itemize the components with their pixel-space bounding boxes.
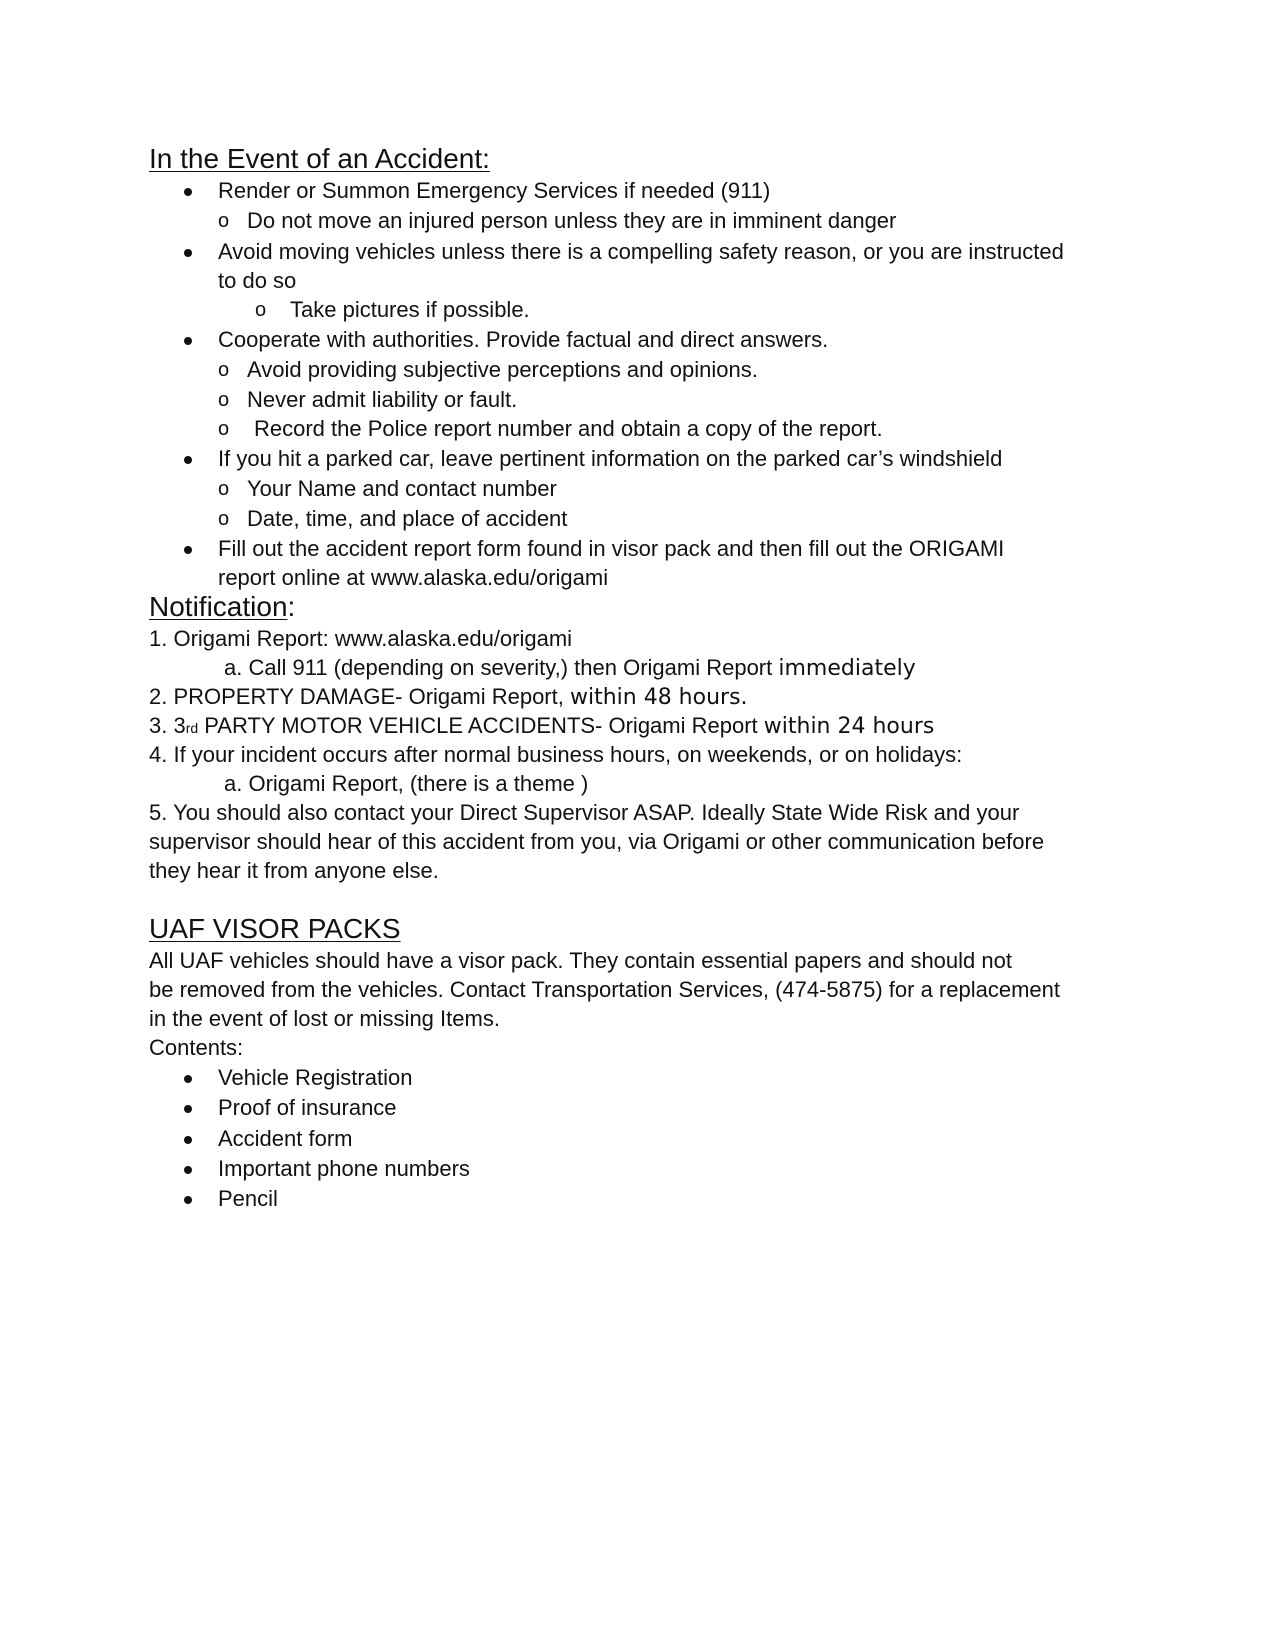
notification-line-1a: a. Call 911 (depending on severity,) then Origami Report immediately: [224, 655, 916, 681]
bullet-icon: [184, 546, 192, 554]
bullet-icon: [184, 249, 192, 257]
bullet-icon: [184, 456, 192, 464]
accident-heading: In the Event of an Accident:: [149, 143, 490, 174]
visor-paragraph: in the event of lost or missing Items.: [149, 1006, 500, 1031]
contents-item: Important phone numbers: [218, 1156, 470, 1181]
contents-item: Proof of insurance: [218, 1095, 397, 1120]
notification-line-4: 4. If your incident occurs after normal business hours, on weekends, or on holidays:: [149, 742, 963, 767]
contents-label: Contents:: [149, 1035, 244, 1060]
visor-paragraph: be removed from the vehicles. Contact Transportation Services, (474-5875) for a replacement: [149, 977, 1061, 1002]
bullet-icon: [184, 1196, 192, 1204]
sub-list-item: Avoid providing subjective perceptions and opinions.: [247, 357, 758, 382]
notification-line-1: 1. Origami Report: www.alaska.edu/origami: [149, 626, 573, 651]
bullet-icon: [184, 337, 192, 345]
notification-line-5-cont: supervisor should hear of this accident from you, via Origami or other communication before: [149, 829, 1045, 854]
list-item: Avoid moving vehicles unless there is a compelling safety reason, or you are instructed: [218, 239, 1064, 264]
list-item-continued: to do so: [218, 268, 297, 293]
visor-paragraph: All UAF vehicles should have a visor pack. They contain essential papers and should not: [149, 948, 1012, 973]
contents-item: Vehicle Registration: [218, 1065, 413, 1090]
sub-list-item: Do not move an injured person unless they are in imminent danger: [247, 208, 897, 233]
contents-item: Accident form: [218, 1126, 353, 1151]
sub-bullet-icon: o: [218, 389, 230, 411]
notification-line-4a: a. Origami Report, (there is a theme ): [224, 771, 589, 796]
bullet-icon: [184, 1105, 192, 1113]
list-item: Cooperate with authorities. Provide factual and direct answers.: [218, 327, 829, 352]
notification-line-5-cont: they hear it from anyone else.: [149, 858, 439, 883]
sub-list-item: Record the Police report number and obtain a copy of the report.: [254, 416, 883, 441]
sub-bullet-icon: o: [218, 508, 230, 530]
list-item-continued: report online at www.alaska.edu/origami: [218, 565, 609, 590]
bullet-icon: [184, 1136, 192, 1144]
contents-item: Pencil: [218, 1186, 278, 1211]
notification-line-3: 3. 3rd PARTY MOTOR VEHICLE ACCIDENTS- Origami Report within 24 hours: [149, 713, 935, 739]
sub-bullet-icon: o: [218, 418, 230, 440]
list-item: Fill out the accident report form found in visor pack and then fill out the ORIGAMI: [218, 536, 1005, 561]
sub-list-item: Never admit liability or fault.: [247, 387, 518, 412]
notification-heading: Notification:: [149, 591, 296, 622]
sub-bullet-icon: o: [255, 299, 267, 321]
bullet-icon: [184, 188, 192, 196]
list-item: Render or Summon Emergency Services if needed (911): [218, 178, 771, 203]
notification-line-5: 5. You should also contact your Direct Supervisor ASAP. Ideally State Wide Risk and your: [149, 800, 1020, 825]
sub-list-item: Your Name and contact number: [247, 476, 557, 501]
bullet-icon: [184, 1075, 192, 1083]
sub-bullet-icon: o: [218, 359, 230, 381]
notification-line-2: 2. PROPERTY DAMAGE- Origami Report, within 48 hours.: [149, 684, 748, 710]
sub-list-item: Date, time, and place of accident: [247, 506, 568, 531]
bullet-icon: [184, 1166, 192, 1174]
list-item: If you hit a parked car, leave pertinent information on the parked car’s windshield: [218, 446, 1003, 471]
sub-bullet-icon: o: [218, 478, 230, 500]
visor-packs-heading: UAF VISOR PACKS: [149, 913, 401, 944]
sub-bullet-icon: o: [218, 210, 230, 232]
sub-list-item: Take pictures if possible.: [290, 297, 530, 322]
